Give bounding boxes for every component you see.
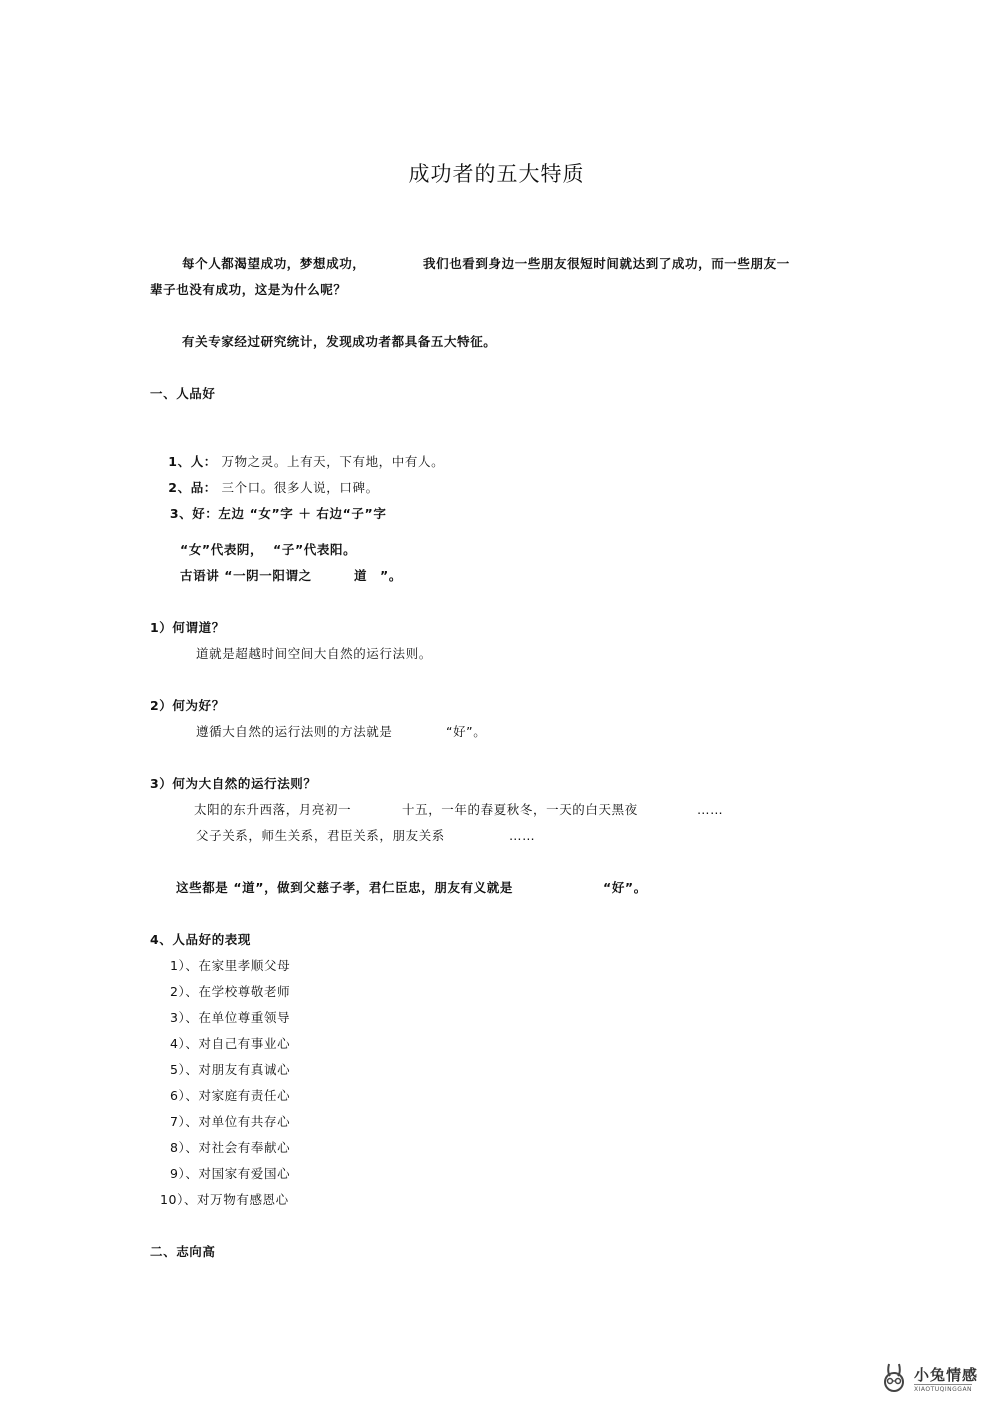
intro-line-1a: 每个人都渴望成功，梦想成功， <box>182 256 366 271</box>
rabbit-icon <box>880 1362 910 1394</box>
definition-label: 2、品： <box>168 480 217 495</box>
intro-line-1b: 我们也看到身边一些朋友很短时间就达到了成功，而一些朋友一 <box>423 256 790 271</box>
subsection-4-heading: 4、人品好的表现 <box>150 932 251 947</box>
section-1-heading: 一、人品好 <box>150 386 216 401</box>
summary-line-a: 这些都是 “道”，做到父慈子孝，君仁臣忠，朋友有义就是 <box>176 880 513 895</box>
definition-label: 3、好： <box>169 506 219 521</box>
answer-1: 道就是超越时间空间大自然的运行法则。 <box>196 646 432 661</box>
dao-quote-a: 古语讲 “一阴一阳谓之 <box>180 568 312 583</box>
intro-line-2: 辈子也没有成功，这是为什么呢？ <box>150 282 347 297</box>
answer-3-line1c: …… <box>697 802 724 817</box>
question-3: 3）何为大自然的运行法则？ <box>150 776 317 791</box>
definition-text: 左边 “女”字 ＋ 右边“子”字 <box>218 506 387 521</box>
dao-quote-b: 道 <box>354 568 368 583</box>
list-item: 7）、对单位有共存心 <box>170 1114 291 1129</box>
list-item: 1）、在家里孝顺父母 <box>170 958 291 973</box>
intro-line-3: 有关专家经过研究统计，发现成功者都具备五大特征。 <box>182 334 497 349</box>
watermark-logo <box>880 1362 990 1398</box>
watermark-text: 小兔情感 <box>914 1366 979 1384</box>
definition-item <box>150 490 386 538</box>
section-2-heading: 二、志向高 <box>150 1244 216 1259</box>
answer-3-line1a: 太阳的东升西落，月亮初一 <box>194 802 352 817</box>
answer-3-line2a: 父子关系，师生关系，君臣关系，朋友关系 <box>196 828 445 843</box>
list-item: 8）、对社会有奉献心 <box>170 1140 291 1155</box>
list-item: 4）、对自己有事业心 <box>170 1036 291 1051</box>
dao-quote-c: ”。 <box>380 568 402 583</box>
document-title: 成功者的五大特质 <box>408 162 585 186</box>
question-1: 1）何谓道？ <box>150 620 225 635</box>
list-item: 2）、在学校尊敬老师 <box>170 984 291 999</box>
list-item: 10）、对万物有感恩心 <box>160 1192 289 1207</box>
answer-2b: “好”。 <box>446 724 487 739</box>
definition-label: 1、人： <box>168 454 217 469</box>
answer-3-line1b: 十五，一年的春夏秋冬，一天的白天黑夜 <box>402 802 638 817</box>
question-2: 2）何为好？ <box>150 698 225 713</box>
summary-line-b: “好”。 <box>603 880 647 895</box>
answer-2a: 遵循大自然的运行法则的方法就是 <box>196 724 393 739</box>
list-item: 5）、对朋友有真诚心 <box>170 1062 291 1077</box>
definition-text: 三个口。很多人说，口碑。 <box>221 480 379 495</box>
list-item: 3）、在单位尊重领导 <box>170 1010 291 1025</box>
definition-text: 万物之灵。上有天，下有地，中有人。 <box>221 454 445 469</box>
list-item: 9）、对国家有爱国心 <box>170 1166 291 1181</box>
list-item: 6）、对家庭有责任心 <box>170 1088 291 1103</box>
yinyang-line: “女”代表阴， “子”代表阳。 <box>180 542 357 557</box>
watermark-subtext: XIAOTUQINGGAN <box>914 1386 973 1393</box>
answer-3-line2b: …… <box>509 828 536 843</box>
